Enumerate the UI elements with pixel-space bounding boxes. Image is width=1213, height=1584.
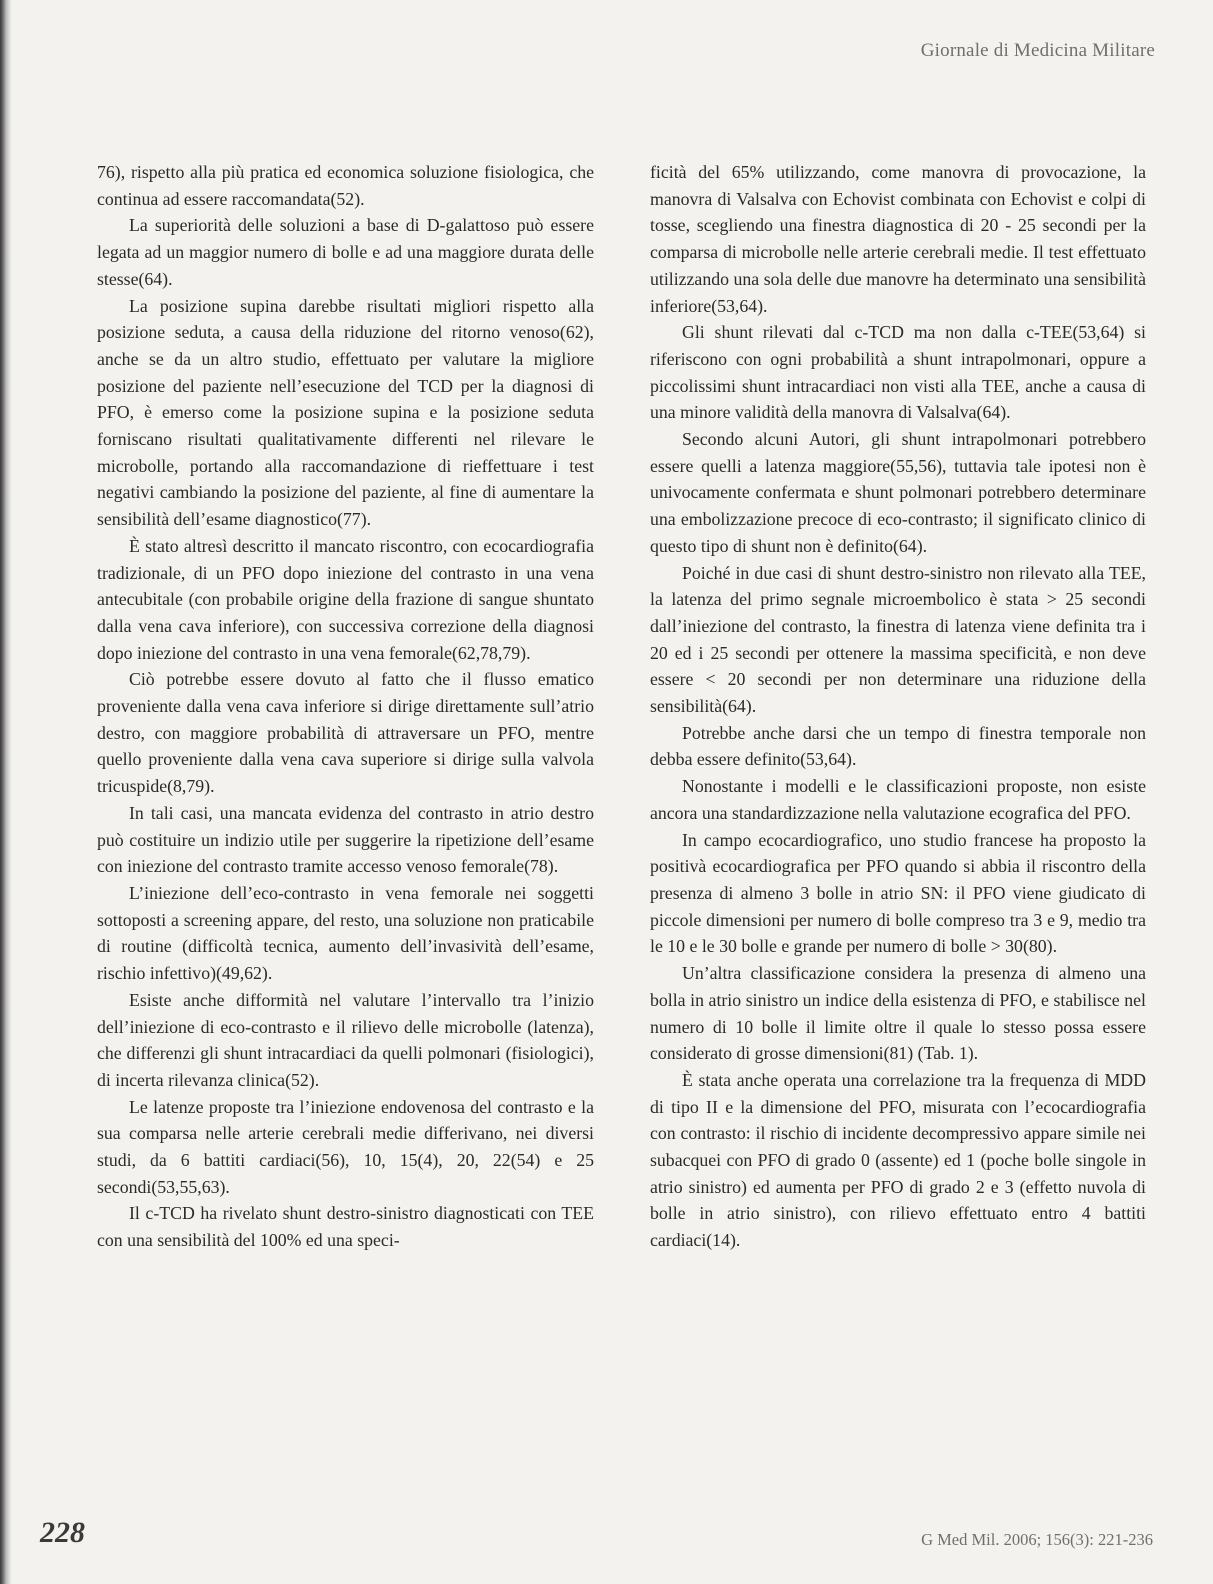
- paragraph: È stata anche operata una correlazione tra la frequenza di MDD di tipo II e la dimensione del PFO, misurata con l’ecocardiografia con contrasto: il rischio di incidente decompressivo appare simile nei subacquei con PFO di grado 0 (assente) ed 1 (poche bolle singole in atrio sinistro) ed aumenta per PFO di grado 2 e 3 (effetto nuvola di bolle in atrio sinistro), con rilievo effettuato entro 4 battiti cardiaci(14).: [650, 1069, 1146, 1251]
- running-header-journal-name: Giornale di Medicina Militare: [920, 40, 1155, 61]
- paragraph: Il c-TCD ha rivelato shunt destro-sinistro diagnosticati con TEE con una sensibilità del 100% ed una speci-: [97, 1203, 594, 1251]
- left-text-column: [97, 159, 594, 1254]
- right-text-column: [650, 159, 1146, 1254]
- paragraph: Nonostante i modelli e le classificazioni proposte, non esiste ancora una standardizzazione nella valutazione ecografica del PFO.: [650, 776, 1146, 823]
- paragraph: Gli shunt rilevati dal c-TCD ma non dalla c-TEE(53,64) si riferiscono con ogni probabilità a shunt intrapolmonari, oppure a piccolissimi shunt intracardiaci non visti alla TEE, anche a causa di una minore validità della manovra di Valsalva(64).: [650, 322, 1146, 423]
- page-binding-edge: [0, 0, 12, 1584]
- paragraph: In campo ecocardiografico, uno studio francese ha proposto la positivà ecocardiografica per PFO quando si abbia il riscontro della presenza di almeno 3 bolle in atrio SN: il PFO viene giudicato di piccole dimensioni per numero di bolle compreso tra 3 e 9, medio tra le 10 e le 30 bolle e grande per numero di bolle > 30(80).: [650, 829, 1146, 957]
- paragraph: ficità del 65% utilizzando, come manovra di provocazione, la manovra di Valsalva con Echovist combinata con Echovist e colpi di tosse, scegliendo una finestra diagnostica di 20 - 25 secondi per la comparsa di microbolle nelle arterie cerebrali medie. Il test effettuato utilizzando una sola delle due manovre ha determinato una sensibilità inferiore(53,64).: [650, 162, 1146, 316]
- footer-citation: G Med Mil. 2006; 156(3): 221-236: [921, 1530, 1153, 1549]
- paragraph: 76), rispetto alla più pratica ed economica soluzione fisiologica, che continua ad essere raccomandata(52).: [97, 162, 594, 209]
- paragraph: Le latenze proposte tra l’iniezione endovenosa del contrasto e la sua comparsa nelle arterie cerebrali medie differivano, nei diversi studi, da 6 battiti cardiaci(56), 10, 15(4), 20, 22(54) e 25 secondi(53,55,63).: [97, 1096, 594, 1197]
- paragraph: Secondo alcuni Autori, gli shunt intrapolmonari potrebbero essere quelli a latenza maggiore(55,56), tuttavia tale ipotesi non è univocamente confermata e shunt polmonari potrebbero determinare una embolizzazione precoce di eco-contrasto; il significato clinico di questo tipo di shunt non è definito(64).: [650, 429, 1146, 556]
- page-number: 228: [40, 1516, 85, 1549]
- paragraph: Poiché in due casi di shunt destro-sinistro non rilevato alla TEE, la latenza del primo segnale microembolico è stata > 25 secondi dall’iniezione del contrasto, la finestra di latenza viene definita tra i 20 ed i 25 secondi per ottenere la massima specificità, e non deve essere < 20 secondi per non determinare una riduzione della sensibilità(64).: [650, 562, 1146, 717]
- paragraph: È stato altresì descritto il mancato riscontro, con ecocardiografia tradizionale, di un PFO dopo iniezione del contrasto in una vena antecubitale (con probabile origine della frazione di sangue shuntato dalla vena cava inferiore), con successiva correzione della diagnosi dopo iniezione del contrasto in una vena femorale(62,78,79).: [97, 535, 594, 663]
- paragraph: Un’altra classificazione considera la presenza di almeno una bolla in atrio sinistro un indice della esistenza di PFO, e stabilisce nel numero di 10 bolle il limite oltre il quale lo stesso possa essere considerato di grosse dimensioni(81) (Tab. 1).: [650, 963, 1146, 1064]
- paragraph: Potrebbe anche darsi che un tempo di finestra temporale non debba essere definito(53,64).: [650, 722, 1146, 770]
- paragraph: L’iniezione dell’eco-contrasto in vena femorale nei soggetti sottoposti a screening appare, del resto, una soluzione non praticabile di routine (difficoltà tecnica, aumento dell’invasività dell’esame, rischio infettivo)(49,62).: [97, 882, 594, 984]
- paragraph: La superiorità delle soluzioni a base di D-galattoso può essere legata ad un maggior numero di bolle e ad una maggiore durata delle stesse(64).: [97, 215, 594, 289]
- paragraph: Esiste anche difformità nel valutare l’intervallo tra l’inizio dell’iniezione di eco-contrasto e il rilievo delle microbolle (latenza), che differenzi gli shunt intracardiaci da quelli polmonari (fisiologici), di incerta rilevanza clinica(52).: [97, 989, 594, 1090]
- paragraph: La posizione supina darebbe risultati migliori rispetto alla posizione seduta, a causa della riduzione del ritorno venoso(62), anche se da un altro studio, effettuato per valutare la migliore posizione del paziente nell’esecuzione del TCD per la diagnosi di PFO, è emerso come la posizione supina e la posizione seduta forniscano risultati qualitativamente differenti nel rilevare le microbolle, portando alla raccomandazione di rieffettuare i test negativi cambiando la posizione del paziente, al fine di aumentare la sensibilità dell’esame diagnostico(77).: [97, 295, 594, 530]
- paragraph: Ciò potrebbe essere dovuto al fatto che il flusso ematico proveniente dalla vena cava inferiore si dirige direttamente sull’atrio destro, con maggiore probabilità di attraversare un PFO, mentre quello proveniente dalla vena cava superiore si dirige sulla valvola tricuspide(8,79).: [97, 669, 594, 797]
- paragraph: In tali casi, una mancata evidenza del contrasto in atrio destro può costituire un indizio utile per suggerire la ripetizione dell’esame con iniezione del contrasto tramite accesso venoso femorale(78).: [97, 802, 594, 877]
